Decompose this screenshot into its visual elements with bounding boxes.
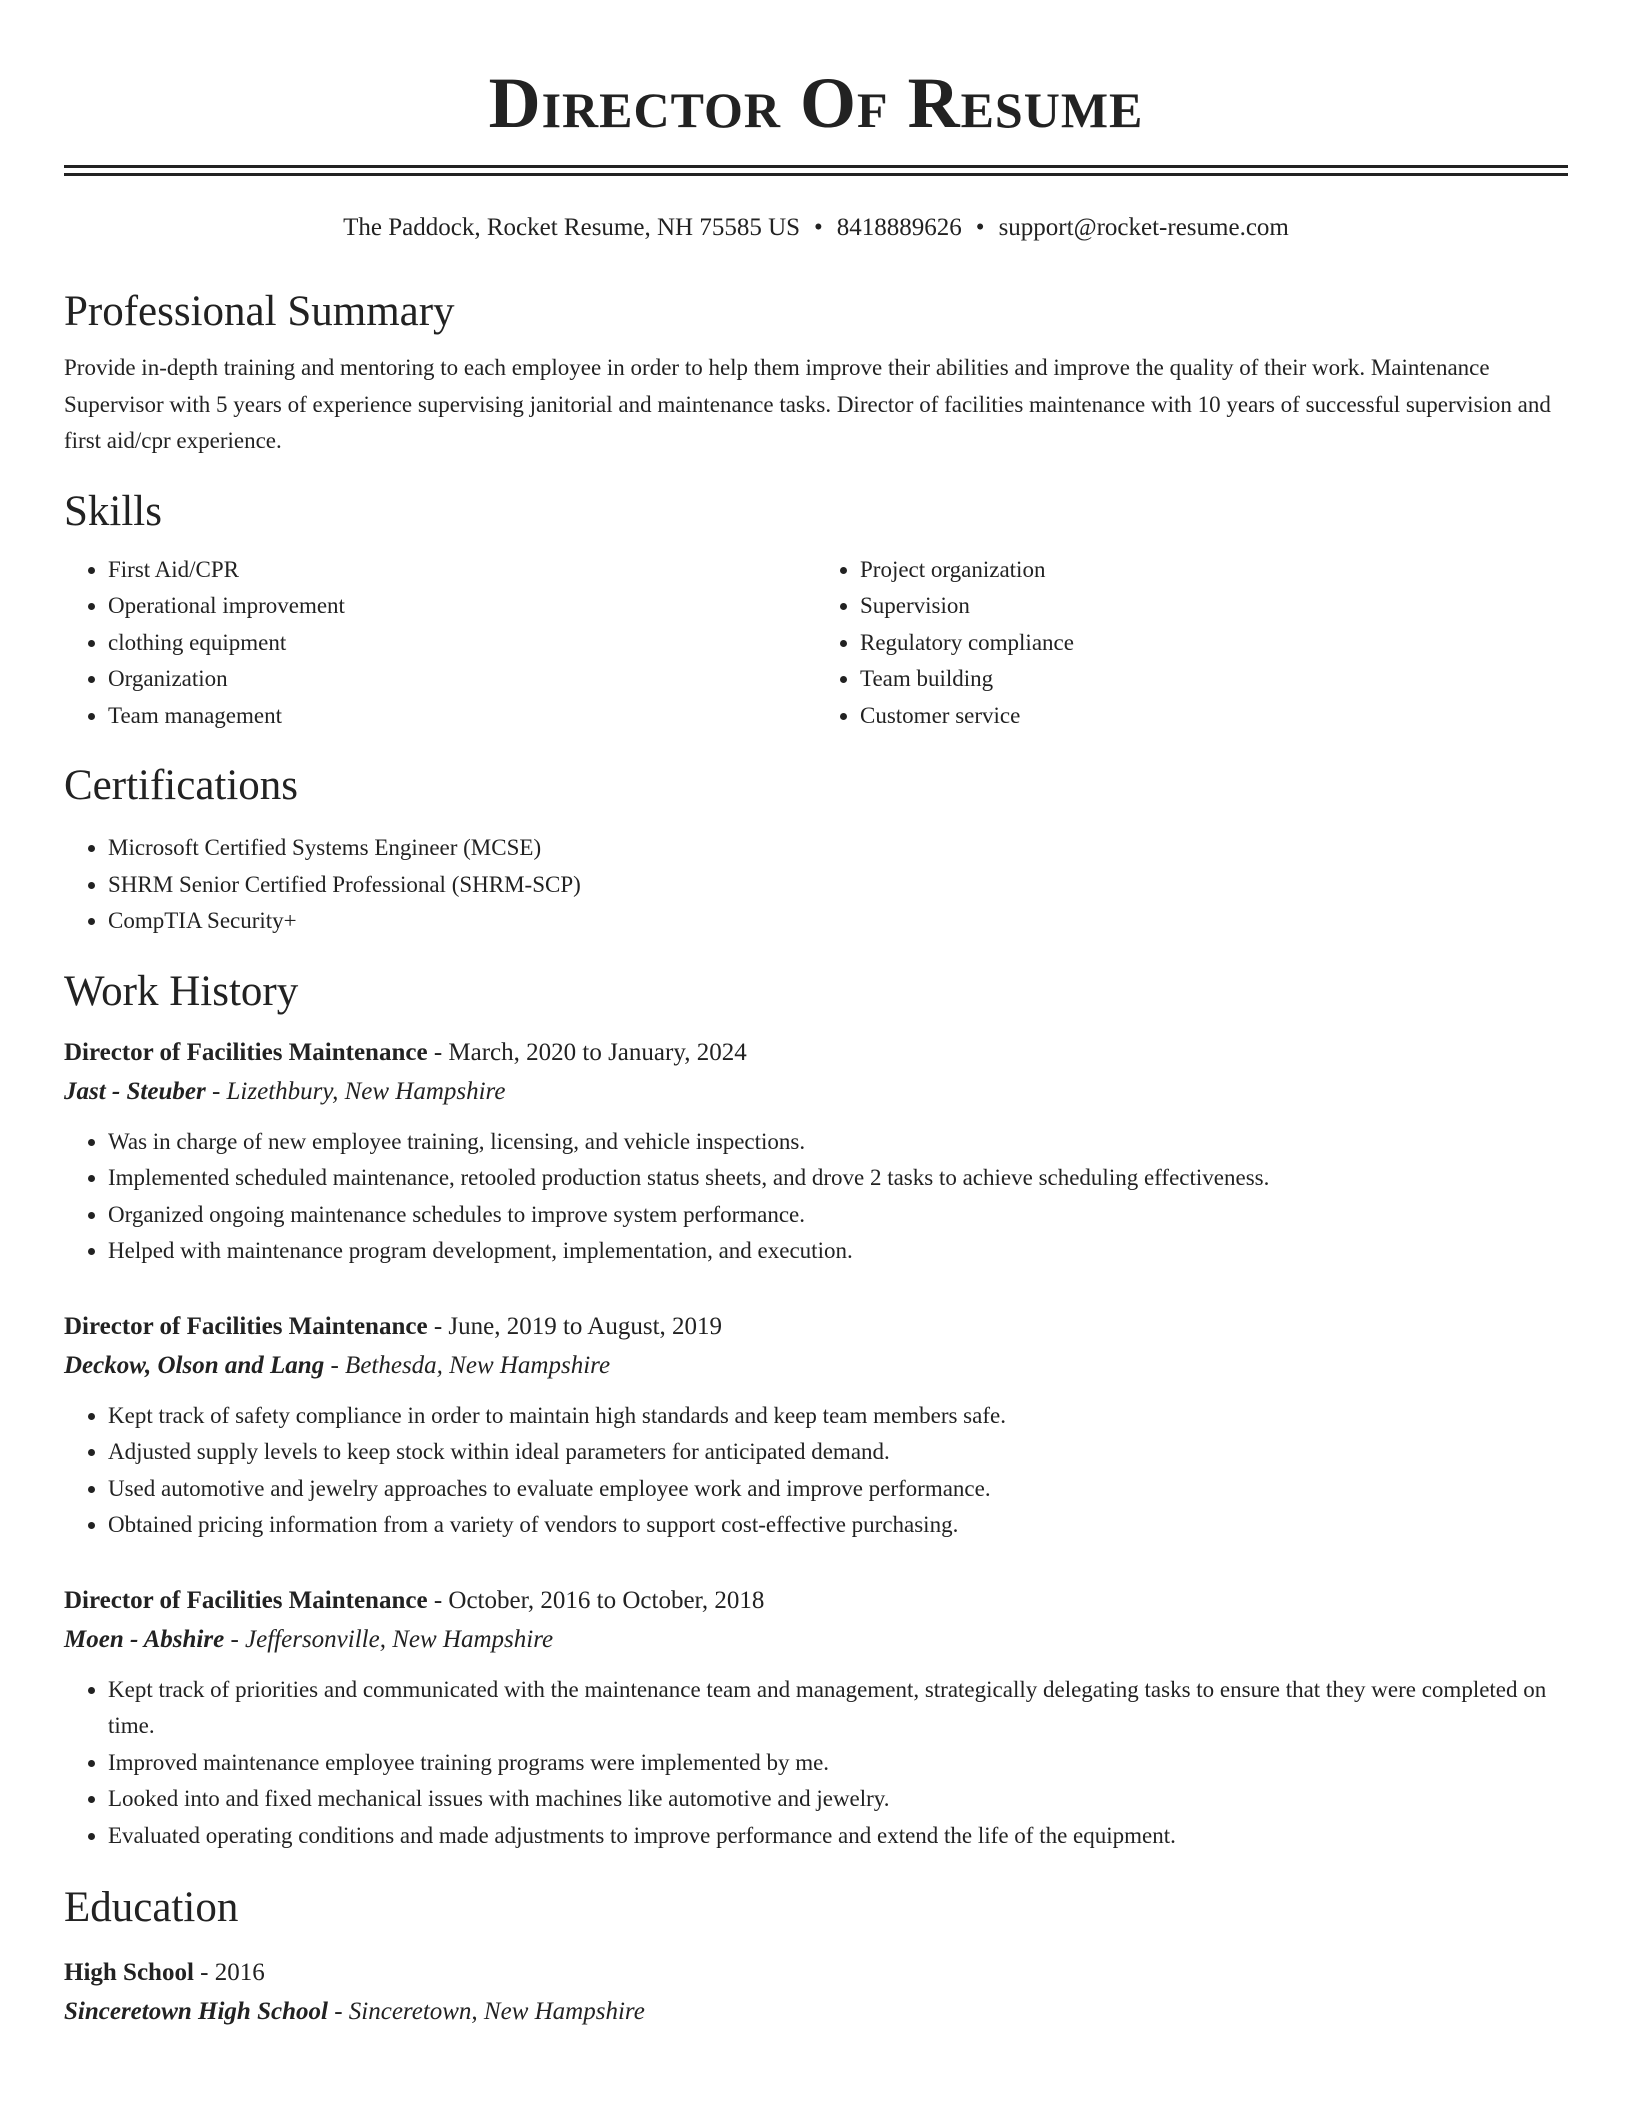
certifications-heading: Certifications xyxy=(64,762,299,809)
employer-line xyxy=(64,1072,1568,1112)
job-title: Director of Facilities Maintenance xyxy=(64,1312,428,1340)
skill-item: • First Aid/CPR xyxy=(108,552,816,589)
job-bullet: • Evaluated operating conditions and made adjustments to improve performance and extend the life of the equipment. xyxy=(108,1818,1568,1855)
certification-item: • Microsoft Certified Systems Engineer (MCSE) xyxy=(108,830,1568,867)
school-line xyxy=(64,1992,1568,2032)
skill-item: • Team management xyxy=(108,698,816,735)
resume-name: Director Of Resume xyxy=(488,63,1144,143)
skills-heading: Skills xyxy=(64,487,162,535)
employer-name: Deckow, Olson and Lang xyxy=(64,1351,325,1379)
skills-columns xyxy=(64,552,1568,735)
summary-section xyxy=(64,286,1568,460)
contact-separator: • xyxy=(975,214,985,241)
school-location: - Sinceretown, New Hampshire xyxy=(327,1998,645,2025)
job-entry xyxy=(64,1582,1568,1855)
contact-email: support@rocket-resume.com xyxy=(998,214,1289,241)
skill-item: • clothing equipment xyxy=(108,625,816,662)
job-bullets xyxy=(64,1398,1568,1544)
degree-line xyxy=(64,1954,1568,1992)
certifications-section xyxy=(64,760,1568,940)
job-bullet: • Kept track of safety compliance in order to maintain high standards and keep team members safe. xyxy=(108,1398,1568,1435)
job-bullet: • Kept track of priorities and communicated with the maintenance team and management, strategically delegating tasks to ensure that they were completed on time. xyxy=(108,1672,1568,1745)
header-divider-thick xyxy=(64,165,1568,168)
job-bullet: • Used automotive and jewelry approaches to evaluate employee work and improve performance. xyxy=(108,1471,1568,1508)
job-bullet: • Implemented scheduled maintenance, retooled production status sheets, and drove 2 tasks to achieve scheduling effectiveness. xyxy=(108,1160,1568,1197)
job-bullet: • Organized ongoing maintenance schedules to improve system performance. xyxy=(108,1197,1568,1234)
skill-item: • Regulatory compliance xyxy=(860,625,1568,662)
graduation-year: - 2016 xyxy=(193,1959,265,1986)
job-entry xyxy=(64,1308,1568,1544)
skills-section xyxy=(64,486,1568,735)
job-title-line xyxy=(64,1582,1568,1620)
summary-text: Provide in-depth training and mentoring to each employee in order to help them improve their abilities and improve the quality of their work. Maintenance Supervisor with 5 years of experience supervising janitorial and maintenance tasks. Director of facilities maintenance with 10 years of successful supervision and first aid/cpr experience. xyxy=(64,355,1551,453)
job-title: Director of Facilities Maintenance xyxy=(64,1586,428,1614)
skills-list-right xyxy=(816,552,1568,735)
education-section xyxy=(64,1882,1568,2032)
job-bullet: • Obtained pricing information from a variety of vendors to support cost-effective purchasing. xyxy=(108,1507,1568,1544)
job-bullets xyxy=(64,1124,1568,1270)
skills-list-left xyxy=(64,552,816,735)
skill-item: • Customer service xyxy=(860,698,1568,735)
job-title-line xyxy=(64,1034,1568,1072)
job-bullet: • Looked into and fixed mechanical issues with machines like automotive and jewelry. xyxy=(108,1781,1568,1818)
certification-item: • SHRM Senior Certified Professional (SHRM-SCP) xyxy=(108,867,1568,904)
employer-location: - Jeffersonville, New Hampshire xyxy=(224,1625,554,1653)
certifications-list xyxy=(64,830,1568,940)
job-dates: - March, 2020 to January, 2024 xyxy=(427,1038,747,1066)
skill-item: • Organization xyxy=(108,661,816,698)
job-bullet: • Helped with maintenance program development, implementation, and execution. xyxy=(108,1233,1568,1270)
work-history-heading: Work History xyxy=(64,967,299,1015)
job-entry xyxy=(64,1034,1568,1270)
employer-location: - Bethesda, New Hampshire xyxy=(324,1351,611,1379)
certification-item: • CompTIA Security+ xyxy=(108,903,1568,940)
contact-phone: 8418889626 xyxy=(836,214,962,241)
contact-separator: • xyxy=(814,214,823,241)
skill-item: • Project organization xyxy=(860,552,1568,589)
job-bullet: • Adjusted supply levels to keep stock within ideal parameters for anticipated demand. xyxy=(108,1434,1568,1471)
contact-address: The Paddock, Rocket Resume, NH 75585 US xyxy=(343,214,801,241)
job-bullets xyxy=(64,1672,1568,1855)
work-history-section xyxy=(64,966,1568,1855)
job-bullet: • Improved maintenance employee training programs were implemented by me. xyxy=(108,1745,1568,1782)
employer-name: Jast - Steuber xyxy=(64,1077,206,1105)
contact-line xyxy=(64,212,1568,244)
skill-item: • Team building xyxy=(860,661,1568,698)
employer-line xyxy=(64,1346,1568,1386)
job-bullet: • Was in charge of new employee training, licensing, and vehicle inspections. xyxy=(108,1124,1568,1161)
employer-line xyxy=(64,1620,1568,1660)
education-heading: Education xyxy=(64,1884,239,1931)
degree: High School xyxy=(64,1959,194,1986)
job-title: Director of Facilities Maintenance xyxy=(64,1038,428,1066)
job-title-line xyxy=(64,1308,1568,1346)
header-divider-thin xyxy=(64,173,1568,176)
employer-location: - Lizethbury, New Hampshire xyxy=(205,1077,506,1105)
job-dates: - June, 2019 to August, 2019 xyxy=(427,1312,723,1340)
skill-item: • Supervision xyxy=(860,588,1568,625)
employer-name: Moen - Abshire xyxy=(64,1625,225,1653)
job-dates: - October, 2016 to October, 2018 xyxy=(427,1586,765,1614)
school-name: Sinceretown High School xyxy=(64,1998,328,2025)
summary-heading: Professional Summary xyxy=(64,288,455,335)
skill-item: • Operational improvement xyxy=(108,588,816,625)
